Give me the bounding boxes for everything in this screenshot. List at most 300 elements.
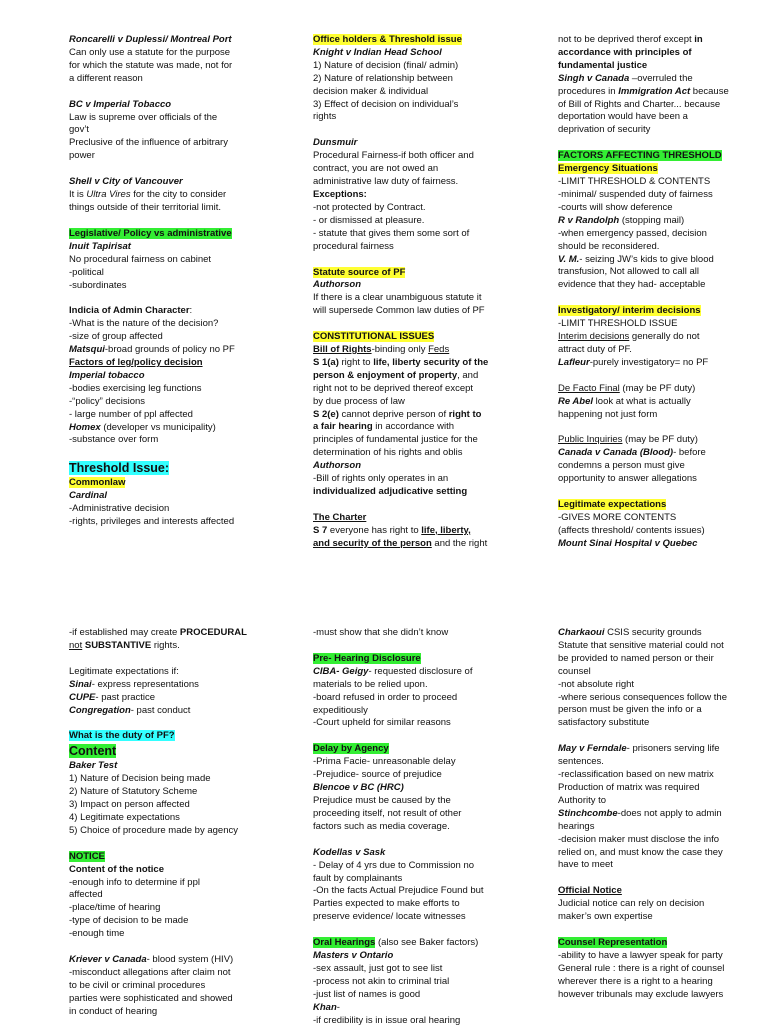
line-gap bbox=[313, 834, 543, 847]
text-line bbox=[313, 860, 543, 873]
text-line bbox=[558, 847, 768, 860]
text-line bbox=[313, 847, 543, 860]
text-line bbox=[313, 1002, 543, 1015]
text-line bbox=[313, 99, 543, 112]
highlighted-heading: CONSTITUTIONAL ISSUES bbox=[313, 331, 435, 343]
text-line bbox=[69, 516, 299, 529]
text-line bbox=[69, 73, 299, 86]
text-line bbox=[558, 859, 768, 872]
text-run: Congregation bbox=[69, 704, 131, 716]
text-line bbox=[313, 885, 543, 898]
text-line bbox=[69, 318, 299, 331]
text-run: - before bbox=[673, 447, 706, 459]
text-run: -if credibility is in issue oral hearing bbox=[313, 1014, 461, 1026]
text-run: - requested disclosure of bbox=[368, 665, 473, 677]
text-run: - blood system (HIV) bbox=[146, 954, 234, 966]
highlighted-heading: Office holders & Threshold issue bbox=[313, 34, 462, 45]
text-line bbox=[69, 993, 299, 1006]
text-line bbox=[69, 460, 299, 477]
text-run: - large number of ppl affected bbox=[69, 408, 193, 420]
text-line bbox=[313, 344, 543, 357]
text-line bbox=[69, 241, 299, 254]
text-run: Imperial tobacco bbox=[69, 369, 145, 381]
text-run: Knight v Indian Head School bbox=[313, 46, 442, 58]
text-run: Law is supreme over officials of the bbox=[69, 111, 218, 123]
text-line bbox=[558, 447, 768, 460]
line-gap bbox=[69, 292, 299, 305]
text-line bbox=[69, 786, 299, 799]
text-line bbox=[69, 679, 299, 692]
text-line bbox=[69, 176, 299, 189]
text-line bbox=[313, 911, 543, 924]
line-gap bbox=[558, 730, 768, 743]
highlighted-heading: Pre- Hearing Disclosure bbox=[313, 652, 421, 664]
text-run: Blencoe v BC (HRC) bbox=[313, 782, 404, 794]
line-gap bbox=[69, 653, 299, 666]
text-line bbox=[313, 47, 543, 60]
text-line bbox=[69, 267, 299, 280]
text-run: individualized adjudicative setting bbox=[313, 486, 468, 497]
text-run: -substance over form bbox=[69, 434, 159, 446]
line-gap bbox=[313, 499, 543, 512]
highlighted-heading: NOTICE bbox=[69, 850, 105, 862]
text-line bbox=[558, 989, 768, 1002]
text-line bbox=[69, 34, 299, 47]
text-run: rights bbox=[313, 111, 337, 123]
text-run: -sex assault, just got to see list bbox=[313, 962, 443, 974]
text-line bbox=[558, 163, 768, 176]
text-run: -Administrative decision bbox=[69, 503, 170, 515]
text-run: Roncarelli v Duplessi/ Montreal Port bbox=[69, 34, 232, 45]
text-line bbox=[313, 937, 543, 950]
text-line bbox=[313, 111, 543, 124]
text-run: (affects threshold/ contents issues) bbox=[558, 524, 705, 536]
text-run: however tribunals may exclude lawyers bbox=[558, 988, 724, 1000]
text-run: -Prejudice- source of prejudice bbox=[313, 769, 442, 781]
text-line bbox=[69, 189, 299, 202]
text-run: because bbox=[690, 85, 729, 97]
text-line bbox=[313, 137, 543, 150]
text-run: -when emergency passed, decision bbox=[558, 227, 707, 239]
text-line bbox=[558, 279, 768, 292]
line-gap bbox=[558, 421, 768, 434]
text-line bbox=[69, 851, 299, 864]
text-run: principles of fundamental justice for the bbox=[313, 434, 478, 446]
text-line bbox=[69, 640, 299, 653]
text-line bbox=[313, 627, 543, 640]
text-line bbox=[313, 421, 543, 434]
text-line bbox=[313, 821, 543, 834]
text-line bbox=[558, 692, 768, 705]
text-run: fault by complainants bbox=[313, 872, 403, 884]
text-line bbox=[69, 954, 299, 967]
text-run: materials to be relied upon. bbox=[313, 678, 428, 690]
text-line bbox=[313, 357, 543, 370]
text-run: -board refused in order to proceed bbox=[313, 691, 458, 703]
text-line bbox=[69, 124, 299, 137]
text-line bbox=[69, 150, 299, 163]
text-line bbox=[313, 769, 543, 782]
text-line bbox=[69, 799, 299, 812]
text-run: -“policy” decisions bbox=[69, 395, 146, 407]
text-line bbox=[558, 266, 768, 279]
text-line bbox=[558, 396, 768, 409]
text-line bbox=[558, 525, 768, 538]
text-line bbox=[558, 473, 768, 486]
text-line bbox=[313, 512, 543, 525]
text-run: Statute that sensitive material could not bbox=[558, 639, 724, 651]
text-run: accordance with principles of bbox=[558, 46, 692, 58]
text-line bbox=[69, 967, 299, 980]
line-gap bbox=[558, 292, 768, 305]
text-line bbox=[69, 490, 299, 503]
text-line bbox=[313, 34, 543, 47]
text-run: factors such as media coverage. bbox=[313, 820, 450, 832]
text-run: 3) Effect of decision on individual’s bbox=[313, 98, 459, 110]
page2-column-1 bbox=[69, 627, 299, 1019]
text-run: of Bill of Rights and Charter... because bbox=[558, 98, 721, 110]
text-run: sentences. bbox=[558, 756, 604, 768]
line-gap bbox=[313, 640, 543, 653]
text-run: expeditiously bbox=[313, 704, 368, 716]
text-line bbox=[313, 653, 543, 666]
text-line bbox=[558, 176, 768, 189]
text-run: -just list of names is good bbox=[313, 988, 421, 1000]
highlighted-heading: Emergency Situations bbox=[558, 163, 658, 175]
text-line bbox=[558, 318, 768, 331]
text-run: Production of matrix was required bbox=[558, 781, 700, 793]
text-line bbox=[558, 202, 768, 215]
text-run: Legitimate expectations if: bbox=[69, 665, 179, 677]
text-run: Can only use a statute for the purpose bbox=[69, 46, 231, 58]
text-run: -size of group affected bbox=[69, 331, 163, 343]
line-gap bbox=[69, 838, 299, 851]
text-line bbox=[313, 976, 543, 989]
text-run: Re Abel bbox=[558, 395, 594, 407]
text-line bbox=[69, 902, 299, 915]
text-line bbox=[313, 434, 543, 447]
line-gap bbox=[558, 137, 768, 150]
text-run: V. M. bbox=[558, 253, 580, 265]
text-run: May v Ferndale bbox=[558, 743, 627, 755]
text-run: CSIS security grounds bbox=[604, 627, 702, 638]
text-run: 2) Nature of Statutory Scheme bbox=[69, 786, 198, 798]
text-run: things outside of their territorial limit. bbox=[69, 201, 222, 213]
text-line bbox=[558, 666, 768, 679]
text-run: PROCEDURAL bbox=[179, 627, 247, 638]
text-run: Judicial notice can rely on decision bbox=[558, 898, 705, 910]
text-line bbox=[313, 86, 543, 99]
text-run: Kodellas v Sask bbox=[313, 846, 386, 858]
text-line bbox=[313, 989, 543, 1002]
text-line bbox=[558, 821, 768, 834]
text-line bbox=[69, 370, 299, 383]
text-run: rights. bbox=[151, 639, 180, 651]
text-run: a different reason bbox=[69, 72, 143, 84]
text-run: Matsqui bbox=[69, 344, 105, 356]
line-gap bbox=[558, 486, 768, 499]
text-run: -must show that she didn’t know bbox=[313, 627, 449, 638]
text-run: person & enjoyment of property bbox=[313, 369, 458, 381]
text-run: procedural fairness bbox=[313, 240, 394, 252]
text-line bbox=[558, 808, 768, 821]
text-line bbox=[313, 73, 543, 86]
text-run: Inuit Tapirisat bbox=[69, 240, 131, 252]
text-run: Cardinal bbox=[69, 490, 108, 502]
text-run: gov’t bbox=[69, 124, 90, 136]
text-run: -LIMIT THRESHOLD & CONTENTS bbox=[558, 176, 711, 188]
text-line bbox=[558, 357, 768, 370]
line-gap bbox=[69, 447, 299, 460]
text-line bbox=[313, 666, 543, 679]
text-run: Procedural Fairness-if both officer and bbox=[313, 150, 474, 162]
text-line bbox=[558, 640, 768, 653]
text-run: Preclusive of the influence of arbitrary bbox=[69, 137, 228, 149]
text-run: proceeding itself, not result of other bbox=[313, 807, 462, 819]
text-run: S 1(a) bbox=[313, 356, 339, 368]
text-run: Kriever v Canada bbox=[69, 954, 147, 966]
text-line bbox=[313, 215, 543, 228]
text-line bbox=[69, 503, 299, 516]
text-run: wherever there is a right to a hearing bbox=[558, 975, 713, 987]
text-line bbox=[558, 124, 768, 137]
text-line bbox=[558, 538, 768, 551]
text-line bbox=[558, 653, 768, 666]
text-run: Interim decisions bbox=[558, 331, 630, 343]
text-run: -purely investigatory= no PF bbox=[589, 356, 709, 368]
text-line bbox=[69, 825, 299, 838]
text-run: -rights, privileges and interests affected bbox=[69, 516, 235, 527]
text-run: R v Randolph bbox=[558, 214, 620, 226]
text-line bbox=[69, 228, 299, 241]
text-line bbox=[69, 666, 299, 679]
text-run: not to be deprived therof except bbox=[558, 34, 695, 45]
text-run: 4) Legitimate expectations bbox=[69, 811, 180, 823]
text-line bbox=[558, 499, 768, 512]
line-gap bbox=[558, 872, 768, 885]
text-run: 3) Impact on person affected bbox=[69, 798, 190, 810]
text-run: deportation would have been a bbox=[558, 111, 688, 123]
text-line bbox=[558, 111, 768, 124]
text-run: and the right bbox=[431, 537, 488, 549]
text-line bbox=[313, 447, 543, 460]
text-run: transfusion, Not allowed to call all bbox=[558, 266, 699, 278]
text-line bbox=[313, 60, 543, 73]
text-run: -where serious consequences follow the bbox=[558, 691, 727, 703]
line-gap bbox=[313, 318, 543, 331]
text-line bbox=[558, 743, 768, 756]
text-line bbox=[558, 717, 768, 730]
text-run: Stinchcombe bbox=[558, 807, 618, 819]
highlighted-heading: FACTORS AFFECTING THRESHOLD bbox=[558, 150, 722, 162]
text-line bbox=[69, 627, 299, 640]
text-run: - Delay of 4 yrs due to Commission no bbox=[313, 859, 475, 871]
text-line bbox=[69, 812, 299, 825]
text-run: General rule : there is a right of counsel bbox=[558, 962, 725, 974]
text-line bbox=[558, 627, 768, 640]
text-run: preserve evidence/ locate witnesses bbox=[313, 911, 466, 923]
text-run: (stopping mail) bbox=[619, 214, 685, 226]
text-run: will supersede Common law duties of PF bbox=[313, 305, 485, 317]
text-line bbox=[69, 877, 299, 890]
text-line bbox=[313, 808, 543, 821]
text-run: life, liberty, bbox=[421, 524, 471, 536]
text-run: - or dismissed at pleasure. bbox=[313, 214, 425, 226]
text-line bbox=[558, 73, 768, 86]
text-line bbox=[69, 254, 299, 267]
text-line bbox=[558, 344, 768, 357]
text-line bbox=[313, 717, 543, 730]
text-run: not bbox=[69, 639, 83, 651]
text-line bbox=[69, 889, 299, 902]
text-line bbox=[69, 383, 299, 396]
text-run: contract, you are not owed an bbox=[313, 163, 439, 175]
text-run: opportunity to answer allegations bbox=[558, 473, 697, 485]
text-line bbox=[558, 963, 768, 976]
text-line bbox=[313, 756, 543, 769]
text-run: 2) Nature of relationship between bbox=[313, 72, 453, 84]
text-run: -binding only bbox=[371, 344, 429, 356]
highlighted-heading: Content bbox=[69, 744, 117, 759]
text-line bbox=[558, 150, 768, 163]
text-run: 1) Nature of Decision being made bbox=[69, 773, 211, 785]
text-run: look at what is actually bbox=[593, 395, 691, 407]
text-line bbox=[69, 743, 299, 760]
line-gap bbox=[558, 924, 768, 937]
text-line bbox=[558, 241, 768, 254]
text-line bbox=[313, 460, 543, 473]
text-run: in conduct of hearing bbox=[69, 1005, 158, 1017]
text-run: BC v Imperial Tobacco bbox=[69, 98, 172, 110]
text-line bbox=[69, 331, 299, 344]
text-run: person must be given the info or a bbox=[558, 704, 702, 716]
highlighted-heading: What is the duty of PF? bbox=[69, 730, 175, 742]
line-gap bbox=[69, 717, 299, 730]
text-line bbox=[558, 950, 768, 963]
text-line bbox=[69, 396, 299, 409]
text-run: Shell v City of Vancouver bbox=[69, 176, 183, 188]
text-run: determination of his rights and oblis bbox=[313, 447, 463, 459]
text-line bbox=[69, 705, 299, 718]
text-line bbox=[313, 743, 543, 756]
text-run: -place/time of hearing bbox=[69, 902, 161, 914]
text-run: -political bbox=[69, 266, 104, 278]
text-line bbox=[313, 950, 543, 963]
text-run: Authorson bbox=[313, 460, 362, 472]
line-gap bbox=[558, 370, 768, 383]
text-line bbox=[313, 525, 543, 538]
text-line bbox=[558, 409, 768, 422]
text-line bbox=[558, 898, 768, 911]
text-line bbox=[313, 163, 543, 176]
text-line bbox=[558, 756, 768, 769]
text-run: -process not akin to criminal trial bbox=[313, 975, 450, 987]
text-run: Bill of Rights bbox=[313, 344, 372, 356]
text-run: Authority to bbox=[558, 794, 607, 806]
text-line bbox=[558, 460, 768, 473]
text-run: Sinai bbox=[69, 678, 92, 690]
text-line bbox=[313, 241, 543, 254]
text-line bbox=[69, 692, 299, 705]
text-run: - seizing JW’s kids to give blood bbox=[579, 253, 714, 265]
text-run: Dunsmuir bbox=[313, 137, 358, 149]
text-run: in accordance with bbox=[372, 421, 454, 433]
text-run: S 2(e) bbox=[313, 408, 339, 420]
text-run: -enough time bbox=[69, 928, 125, 940]
text-run: CUPE bbox=[69, 691, 96, 703]
text-line bbox=[313, 679, 543, 692]
text-run: - prisoners serving life bbox=[626, 743, 720, 755]
text-line bbox=[69, 434, 299, 447]
text-line bbox=[313, 473, 543, 486]
text-run: -if established may create bbox=[69, 627, 180, 638]
text-run: -Bill of rights only operates in an bbox=[313, 473, 449, 485]
text-line bbox=[313, 176, 543, 189]
text-line bbox=[313, 486, 543, 499]
text-run: Baker Test bbox=[69, 760, 118, 772]
text-run: Official Notice bbox=[558, 885, 622, 897]
page1-column-1 bbox=[69, 34, 299, 529]
text-run: Lafleur bbox=[558, 356, 590, 368]
text-run: Ultra Vires bbox=[86, 189, 131, 201]
highlighted-heading: Oral Hearings bbox=[313, 937, 376, 949]
page1-column-2 bbox=[313, 34, 543, 551]
text-line bbox=[313, 538, 543, 551]
text-run: (developer vs municipality) bbox=[100, 421, 216, 433]
text-run: counsel bbox=[558, 665, 591, 677]
text-line bbox=[313, 409, 543, 422]
text-line bbox=[558, 795, 768, 808]
text-line bbox=[313, 692, 543, 705]
text-line bbox=[69, 422, 299, 435]
line-gap bbox=[69, 86, 299, 99]
text-run: hearings bbox=[558, 820, 595, 832]
text-run: Charkaoui bbox=[558, 627, 605, 638]
page2-column-3 bbox=[558, 627, 768, 1002]
text-run: maker’s own expertise bbox=[558, 911, 653, 923]
highlighted-heading: Legitimate expectations bbox=[558, 499, 667, 511]
text-run: -What is the nature of the decision? bbox=[69, 318, 219, 330]
text-line bbox=[313, 705, 543, 718]
text-run: life, liberty security of the bbox=[373, 356, 489, 368]
text-run: Parties expected to make efforts to bbox=[313, 898, 460, 910]
highlighted-heading: Delay by Agency bbox=[313, 743, 389, 755]
text-line bbox=[313, 228, 543, 241]
text-run: - past conduct bbox=[130, 704, 191, 716]
text-line bbox=[69, 99, 299, 112]
text-run: affected bbox=[69, 889, 103, 901]
text-line bbox=[313, 795, 543, 808]
text-run: - statute that gives them some sort of bbox=[313, 227, 470, 239]
text-run: Content of the notice bbox=[69, 863, 164, 875]
text-run: procedures in bbox=[558, 85, 619, 97]
page1-column-3 bbox=[558, 34, 768, 551]
text-run: -courts will show deference bbox=[558, 201, 673, 213]
text-line bbox=[313, 370, 543, 383]
text-line bbox=[313, 396, 543, 409]
text-run: decision maker & individual bbox=[313, 85, 429, 97]
text-run: -minimal/ suspended duty of fairness bbox=[558, 188, 713, 200]
text-line bbox=[69, 305, 299, 318]
highlighted-heading: Legislative/ Policy vs administrative bbox=[69, 227, 232, 239]
text-run: -reclassification based on new matrix bbox=[558, 769, 714, 781]
text-line bbox=[558, 305, 768, 318]
text-line bbox=[558, 60, 768, 73]
text-line bbox=[558, 34, 768, 47]
line-gap bbox=[313, 924, 543, 937]
text-run: deprivation of security bbox=[558, 124, 651, 136]
text-run: (may be PF duty) bbox=[622, 434, 698, 446]
